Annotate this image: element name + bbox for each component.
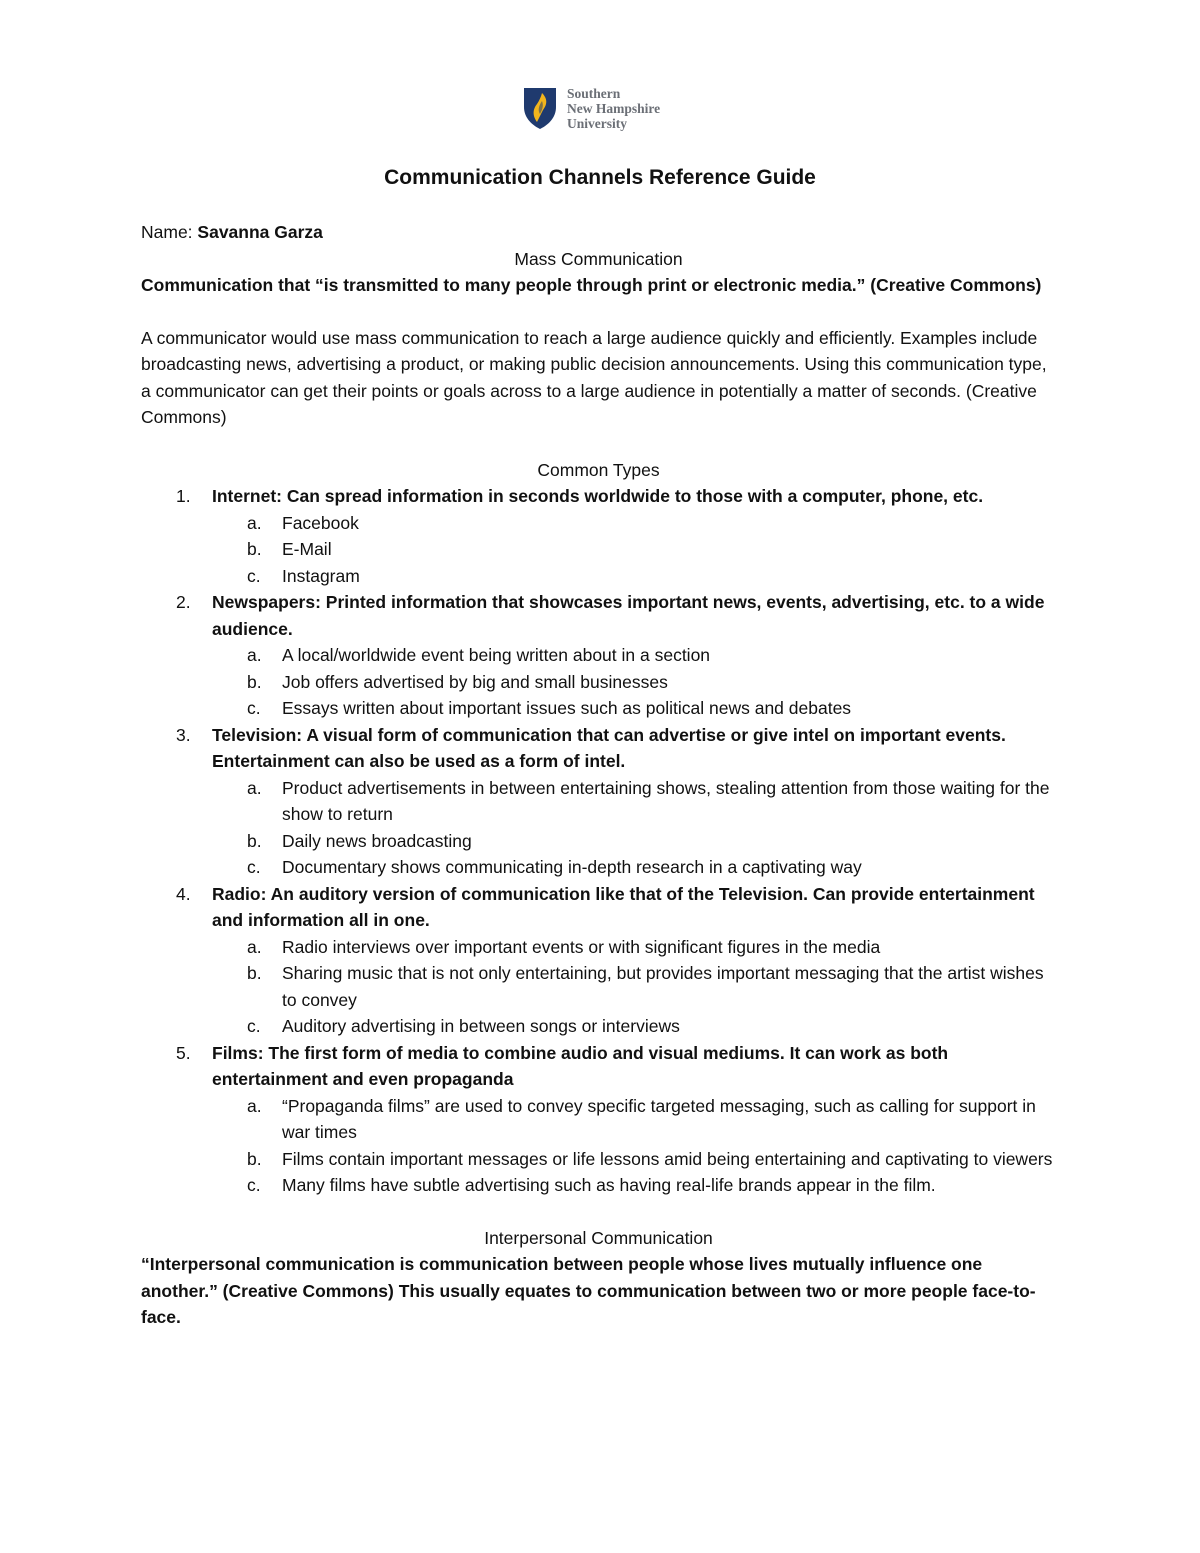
sub-list-letter: b. — [247, 671, 262, 692]
sub-list-text: “Propaganda films” are used to convey specific targeted messaging, such as calling for support in war times — [282, 1095, 1036, 1142]
sub-list-text: Many films have subtle advertising such as having real-life brands appear in the film. — [282, 1175, 936, 1195]
sub-list-letter: b. — [247, 830, 262, 851]
sub-list-letter: b. — [247, 539, 262, 559]
sub-list-letter: c. — [247, 1016, 261, 1036]
sub-list-letter: a. — [247, 777, 262, 798]
mass-communication-heading: Mass Communication — [514, 248, 683, 269]
name-value: Savanna Garza — [197, 222, 323, 242]
spacer — [141, 431, 1056, 457]
mass-communication-paragraph: A communicator would use mass communication to reach a large audience quickly and efficiently. Examples include broadcasting news, advertising a product, or making public decision announcements. Using this communication type, a communicator can get their points or goals across to a large audience in potentially a matter of seconds. (Creative Commons) — [141, 327, 1047, 427]
sub-list-text: A local/worldwide event being written about in a section — [282, 645, 711, 665]
list-item-text: Newspapers: Printed information that showcases important news, events, advertising, etc. to a wide audience. — [212, 592, 1045, 639]
sub-list — [212, 775, 1056, 881]
common-types-list — [141, 483, 1056, 1199]
document-body — [141, 219, 1056, 1331]
sub-list — [212, 934, 1056, 1040]
sub-list-text: Facebook — [282, 512, 359, 533]
sub-list-letter: b. — [247, 963, 262, 983]
sub-list-text: Sharing music that is not only entertaining, but provides important messaging that the artist wishes to convey — [282, 963, 1044, 1010]
sub-list-letter: a. — [247, 645, 262, 665]
sub-list-item — [212, 854, 1056, 881]
name-line — [141, 219, 1056, 246]
sub-list-text: E-Mail — [282, 539, 332, 559]
sub-list-text: Documentary shows communicating in-depth research in a captivating way — [282, 857, 862, 877]
sub-list-item — [212, 642, 1056, 669]
sub-list-item — [212, 775, 1056, 828]
list-item-text: Television: A visual form of communication that can advertise or give intel on important events. Entertainment can also be used as a form of intel. — [212, 724, 1006, 771]
sub-list — [212, 1093, 1056, 1199]
page-title: Communication Channels Reference Guide — [384, 166, 816, 189]
sub-list — [212, 642, 1056, 722]
list-number: 4. — [176, 883, 191, 904]
sub-list-text: Product advertisements in between entertaining shows, stealing attention from those waiting for the show to return — [282, 777, 1050, 824]
sub-list-text: Job offers advertised by big and small businesses — [282, 671, 668, 692]
sub-list-item — [212, 1093, 1056, 1146]
list-item — [141, 881, 1056, 1040]
sub-list-letter: a. — [247, 936, 262, 957]
logo-line: New Hampshire — [567, 100, 661, 116]
sub-list-letter: b. — [247, 1148, 262, 1169]
list-item-text: Internet: Can spread information in seconds worldwide to those with a computer, phone, etc. — [212, 486, 984, 506]
sub-list-letter: c. — [247, 698, 261, 718]
common-types-heading: Common Types — [537, 459, 660, 480]
sub-list-item — [212, 536, 1056, 563]
sub-list-item — [212, 1172, 1056, 1199]
list-item-text: Films: The first form of media to combine audio and visual mediums. It can work as both entertainment and even propaganda — [212, 1042, 949, 1089]
spacer — [141, 1199, 1056, 1225]
university-logo — [522, 84, 692, 132]
spacer — [141, 299, 1056, 325]
sub-list — [212, 510, 1056, 590]
list-item — [141, 483, 1056, 589]
list-number: 5. — [176, 1042, 191, 1063]
list-item — [141, 722, 1056, 881]
sub-list-letter: c. — [247, 1175, 261, 1195]
list-number: 2. — [176, 592, 191, 612]
interpersonal-definition: “Interpersonal communication is communication between people whose lives mutually influence one another.” (Creative Commons) This usually equates to communication between two or more people face-to-face. — [141, 1254, 1036, 1327]
sub-list-item — [212, 695, 1056, 722]
sub-list-text: Films contain important messages or life lessons amid being entertaining and captivating to viewers — [282, 1148, 1053, 1169]
sub-list-letter: c. — [247, 857, 261, 877]
list-number: 3. — [176, 724, 191, 745]
sub-list-item — [212, 828, 1056, 855]
sub-list-letter: a. — [247, 512, 262, 533]
mass-communication-definition: Communication that “is transmitted to many people through print or electronic media.” (Creative Commons) — [141, 275, 1042, 295]
sub-list-text: Daily news broadcasting — [282, 830, 472, 851]
list-number: 1. — [176, 486, 191, 506]
sub-list-text: Essays written about important issues such as political news and debates — [282, 698, 852, 718]
logo-wordmark — [567, 86, 660, 131]
sub-list-letter: c. — [247, 565, 261, 586]
sub-list-item — [212, 510, 1056, 537]
sub-list-item — [212, 1013, 1056, 1040]
sub-list-text: Auditory advertising in between songs or interviews — [282, 1016, 680, 1036]
shield-flame-icon — [522, 85, 558, 131]
list-item — [141, 589, 1056, 722]
sub-list-letter: a. — [247, 1095, 262, 1116]
list-item-text: Radio: An auditory version of communication like that of the Television. Can provide entertainment and information all in one. — [212, 883, 1035, 930]
sub-list-item — [212, 1146, 1056, 1173]
list-item — [141, 1040, 1056, 1199]
sub-list-item — [212, 563, 1056, 590]
name-label: Name: — [141, 222, 193, 242]
logo-line: University — [567, 115, 627, 131]
sub-list-item — [212, 669, 1056, 696]
sub-list-item — [212, 960, 1056, 1013]
sub-list-text: Radio interviews over important events or with significant figures in the media — [282, 936, 881, 957]
sub-list-text: Instagram — [282, 565, 360, 586]
sub-list-item — [212, 934, 1056, 961]
logo-line: Southern — [567, 85, 621, 101]
interpersonal-heading: Interpersonal Communication — [484, 1227, 713, 1248]
